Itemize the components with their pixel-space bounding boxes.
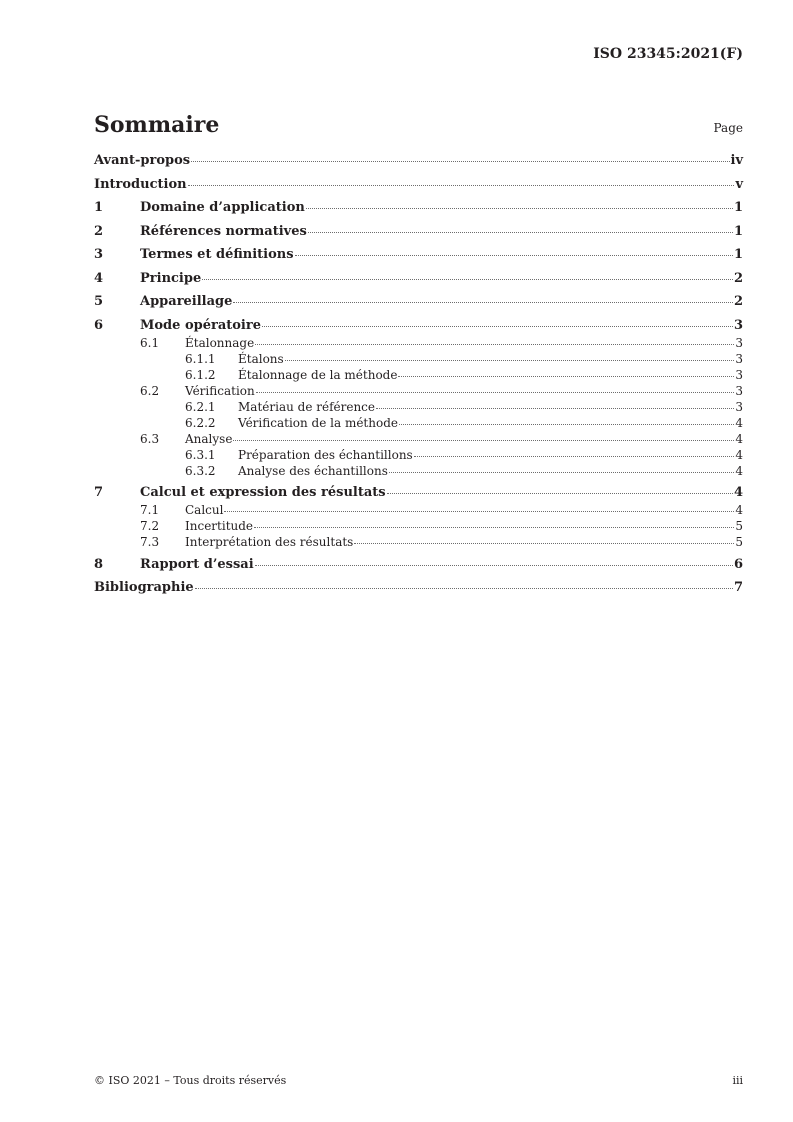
toc-entry-1[interactable] — [94, 200, 743, 218]
toc-entry-number: 8 — [94, 556, 104, 572]
page-number: iii — [732, 1074, 743, 1087]
toc-entry-number: 7.2 — [140, 519, 160, 533]
toc-entry-number: 2 — [94, 223, 104, 239]
toc-entry-page: 4 — [735, 463, 743, 478]
toc-entry-page: 2 — [733, 294, 743, 309]
toc-entry-number: 6.1.2 — [185, 367, 216, 382]
toc-entry-number: 3 — [94, 247, 104, 262]
toc-entry-page: 5 — [735, 519, 743, 533]
toc-entry-6-2-2[interactable] — [94, 416, 743, 432]
page-footer — [94, 1074, 743, 1087]
dot-leader — [285, 360, 735, 361]
toc-entry-title: Vérification de la méthode — [238, 415, 398, 430]
toc-entry-number: 6.3.2 — [185, 463, 216, 478]
toc-entry-number: 5 — [94, 294, 104, 309]
table-of-contents — [94, 153, 743, 598]
toc-entry-page: 3 — [735, 335, 743, 350]
toc-entry-6-2[interactable] — [94, 384, 743, 400]
toc-entry-title: Introduction — [94, 176, 187, 192]
dot-leader — [262, 326, 733, 327]
toc-entry-introduction[interactable] — [94, 177, 743, 195]
toc-entry-6-2-1[interactable] — [94, 400, 743, 416]
dot-leader — [256, 392, 735, 393]
toc-entry-number: 6.3.1 — [185, 447, 216, 462]
toc-entry-title: Matériau de référence — [238, 399, 376, 414]
page-column-label: Page — [713, 121, 743, 135]
toc-entry-page: 3 — [735, 399, 743, 414]
toc-entry-number: 7.3 — [140, 535, 160, 549]
toc-entry-title: Incertitude — [185, 519, 254, 533]
dot-leader — [188, 185, 735, 186]
toc-entry-4[interactable] — [94, 271, 743, 289]
toc-entry-title: Analyse — [185, 431, 233, 446]
toc-entry-2[interactable] — [94, 224, 743, 242]
toc-entry-number: 6.2 — [140, 383, 160, 398]
toc-entry-page: 1 — [733, 223, 743, 239]
toc-entry-title: Bibliographie — [94, 580, 194, 595]
toc-entry-page: 4 — [735, 415, 743, 430]
toc-entry-6-1-1[interactable] — [94, 352, 743, 368]
toc-entry-7[interactable] — [94, 485, 743, 503]
toc-entry-title: Analyse des échantillons — [238, 463, 388, 478]
dot-leader — [306, 208, 733, 209]
toc-entry-title: Calcul et expression des résultats — [140, 485, 386, 500]
toc-entry-number: 6.2.2 — [185, 415, 216, 430]
toc-entry-6-1-2[interactable] — [94, 368, 743, 384]
toc-entry-page: 1 — [733, 200, 743, 215]
dot-leader — [414, 456, 735, 457]
toc-entry-page: v — [735, 176, 743, 192]
toc-entry-title: Étalonnage de la méthode — [238, 367, 398, 382]
toc-entry-6[interactable] — [94, 318, 743, 336]
toc-entry-title: Vérification — [185, 383, 255, 398]
toc-entry-title: Avant-propos — [94, 153, 191, 168]
toc-entry-page: 1 — [733, 247, 743, 262]
toc-title-row — [94, 112, 743, 138]
dot-leader — [255, 565, 733, 566]
dot-leader — [202, 279, 733, 280]
toc-entry-title: Appareillage — [140, 294, 233, 309]
toc-entry-page: 4 — [735, 447, 743, 462]
toc-entry-page: iv — [730, 153, 743, 168]
toc-entry-page: 4 — [735, 503, 743, 517]
toc-entry-title: Étalonnage — [185, 335, 255, 350]
toc-entry-8[interactable] — [94, 557, 743, 575]
toc-entry-title: Calcul — [185, 503, 224, 517]
toc-entry-3[interactable] — [94, 247, 743, 265]
dot-leader — [389, 472, 734, 473]
toc-entry-6-3[interactable] — [94, 432, 743, 448]
toc-entry-page: 3 — [735, 383, 743, 398]
toc-entry-7-3[interactable] — [94, 535, 743, 551]
toc-entry-6-1[interactable] — [94, 336, 743, 352]
dot-leader — [387, 493, 733, 494]
toc-entry-number: 7 — [94, 485, 104, 500]
toc-entry-avant-propos[interactable] — [94, 153, 743, 171]
toc-entry-page: 6 — [733, 556, 743, 572]
toc-entry-number: 6.1.1 — [185, 351, 216, 366]
toc-entry-page: 3 — [735, 351, 743, 366]
dot-leader — [224, 511, 734, 512]
toc-entry-5[interactable] — [94, 294, 743, 312]
toc-entry-page: 2 — [733, 270, 743, 286]
toc-entry-6-3-1[interactable] — [94, 448, 743, 464]
toc-entry-title: Références normatives — [140, 223, 307, 239]
toc-entry-7-2[interactable] — [94, 519, 743, 535]
toc-entry-page: 5 — [735, 535, 743, 549]
toc-entry-title: Principe — [140, 270, 202, 286]
document-reference: ISO 23345:2021(F) — [593, 46, 743, 62]
toc-entry-number: 6.1 — [140, 335, 160, 350]
dot-leader — [354, 543, 734, 544]
dot-leader — [233, 440, 734, 441]
toc-entry-number: 6 — [94, 317, 104, 333]
toc-entry-page: 3 — [735, 367, 743, 382]
toc-entry-title: Rapport d’essai — [140, 556, 254, 572]
toc-entry-number: 6.3 — [140, 431, 160, 446]
dot-leader — [295, 255, 733, 256]
dot-leader — [376, 408, 734, 409]
toc-entry-number: 7.1 — [140, 503, 160, 517]
toc-entry-number: 1 — [94, 200, 104, 215]
toc-entry-7-1[interactable] — [94, 503, 743, 519]
dot-leader — [308, 232, 733, 233]
toc-title: Sommaire — [94, 112, 220, 138]
toc-entry-number: 4 — [94, 270, 104, 286]
dot-leader — [398, 376, 734, 377]
toc-entry-title: Termes et définitions — [140, 247, 294, 262]
toc-entry-page: 4 — [733, 485, 743, 500]
toc-entry-page: 7 — [733, 580, 743, 595]
dot-leader — [255, 344, 734, 345]
toc-entry-title: Domaine d’application — [140, 200, 305, 215]
toc-entry-title: Mode opératoire — [140, 317, 261, 333]
dot-leader — [254, 527, 734, 528]
dot-leader — [399, 424, 734, 425]
dot-leader — [191, 161, 729, 162]
dot-leader — [233, 302, 733, 303]
toc-entry-title: Étalons — [238, 351, 284, 366]
dot-leader — [195, 588, 733, 589]
toc-entry-page: 4 — [735, 431, 743, 446]
toc-entry-number: 6.2.1 — [185, 399, 216, 414]
toc-entry-title: Préparation des échantillons — [238, 447, 413, 462]
toc-entry-bibliographie[interactable] — [94, 580, 743, 598]
toc-entry-title: Interprétation des résultats — [185, 535, 354, 549]
toc-entry-6-3-2[interactable] — [94, 464, 743, 480]
toc-entry-page: 3 — [733, 317, 743, 333]
copyright-notice: © ISO 2021 – Tous droits réservés — [94, 1074, 287, 1087]
